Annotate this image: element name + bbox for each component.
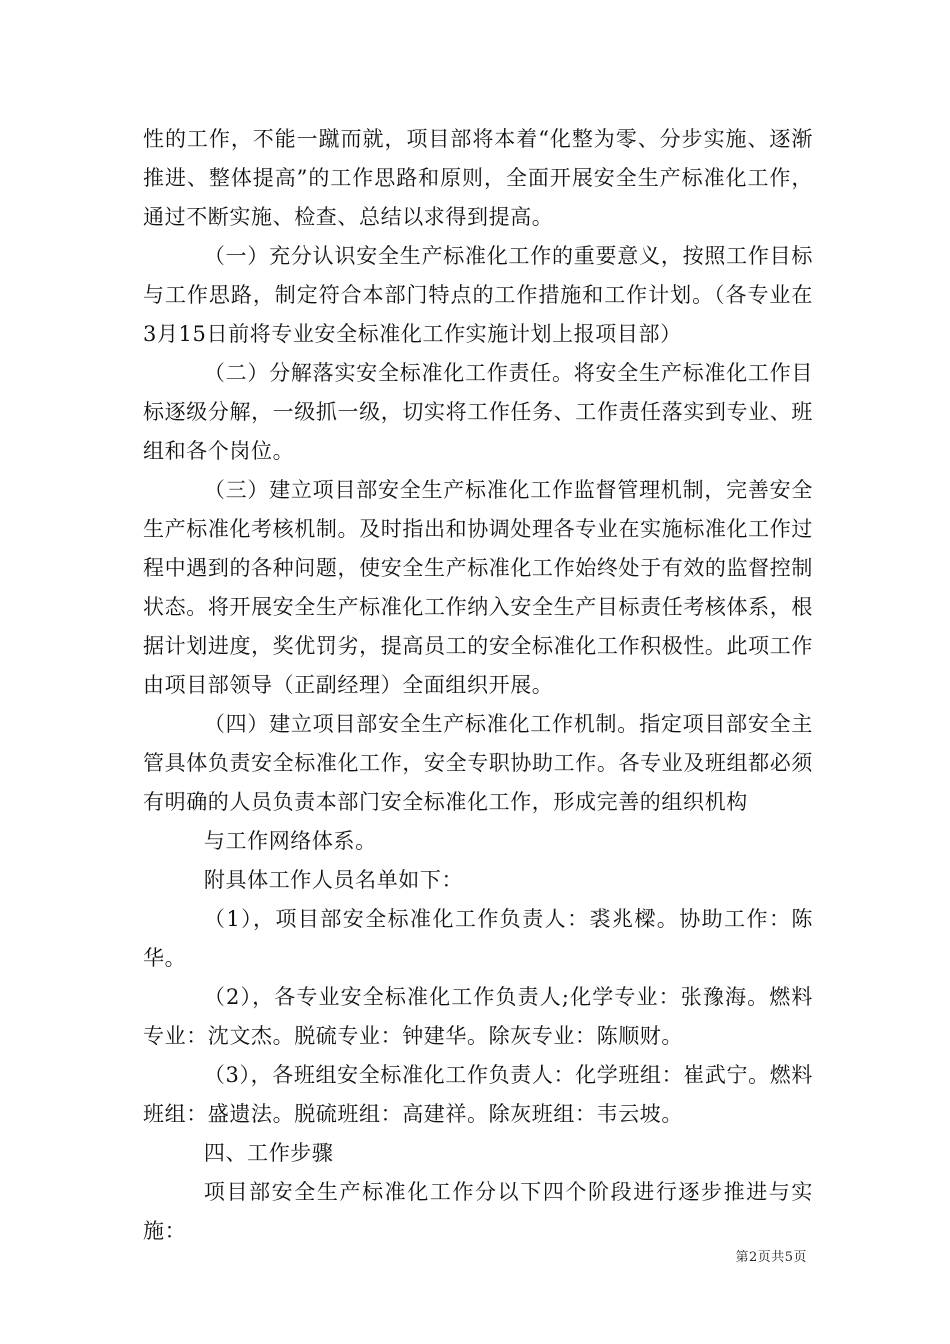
section-heading-steps: 四、工作步骤 <box>203 1141 334 1165</box>
page-number-footer: 第2页共5页 <box>735 1250 807 1265</box>
paragraph-staff-1: （1），项目部安全标准化工作负责人：裘兆樑。协助工作：陈华。 <box>143 907 813 970</box>
paragraph-staff-intro: 附具体工作人员名单如下： <box>203 868 464 892</box>
paragraph-steps-intro: 项目部安全生产标准化工作分以下四个阶段进行逐步推进与实施： <box>143 1180 813 1243</box>
paragraph-item-3: （三）建立项目部安全生产标准化工作监督管理机制，完善安全生产标准化考核机制。及时指出和协调处理各专业在实施标准化工作过程中遇到的各种问题，使安全生产标准化工作始终处于有效的监督控制状态。将开展安全生产标准化工作纳入安全生产目标责任考核体系，根据计划进度，奖优罚劣，提高员工的安全标准化工作积极性。此项工作由项目部领导（正副经理）全面组织开展。 <box>143 478 813 697</box>
paragraph-item-2: （二）分解落实安全标准化工作责任。将安全生产标准化工作目标逐级分解，一级抓一级，切实将工作任务、工作责任落实到专业、班组和各个岗位。 <box>143 361 813 463</box>
paragraph-item-1: （一）充分认识安全生产标准化工作的重要意义，按照工作目标与工作思路，制定符合本部门特点的工作措施和工作计划。（各专业在3月15日前将专业安全标准化工作实施计划上报项目部） <box>143 244 813 346</box>
paragraph-staff-2: （2），各专业安全标准化工作负责人;化学专业：张豫海。燃料专业：沈文杰。脱硫专业：钟建华。除灰专业：陈顺财。 <box>143 985 813 1048</box>
paragraph-item-4: （四）建立项目部安全生产标准化工作机制。指定项目部安全主管具体负责安全标准化工作，安全专职协助工作。各专业及班组都必须有明确的人员负责本部门安全标准化工作，形成完善的组织机构 <box>143 712 813 814</box>
paragraph-continuation: 性的工作，不能一蹴而就，项目部将本着“化整为零、分步实施、逐渐推进、整体提高”的工作思路和原则，全面开展安全生产标准化工作，通过不断实施、检查、总结以求得到提高。 <box>143 127 813 229</box>
paragraph-network: 与工作网络体系。 <box>203 829 377 853</box>
document-body <box>143 120 813 1251</box>
paragraph-staff-3: （3），各班组安全标准化工作负责人：化学班组：崔武宁。燃料班组：盛遗法。脱硫班组：高建祥。除灰班组：韦云坡。 <box>143 1063 813 1126</box>
